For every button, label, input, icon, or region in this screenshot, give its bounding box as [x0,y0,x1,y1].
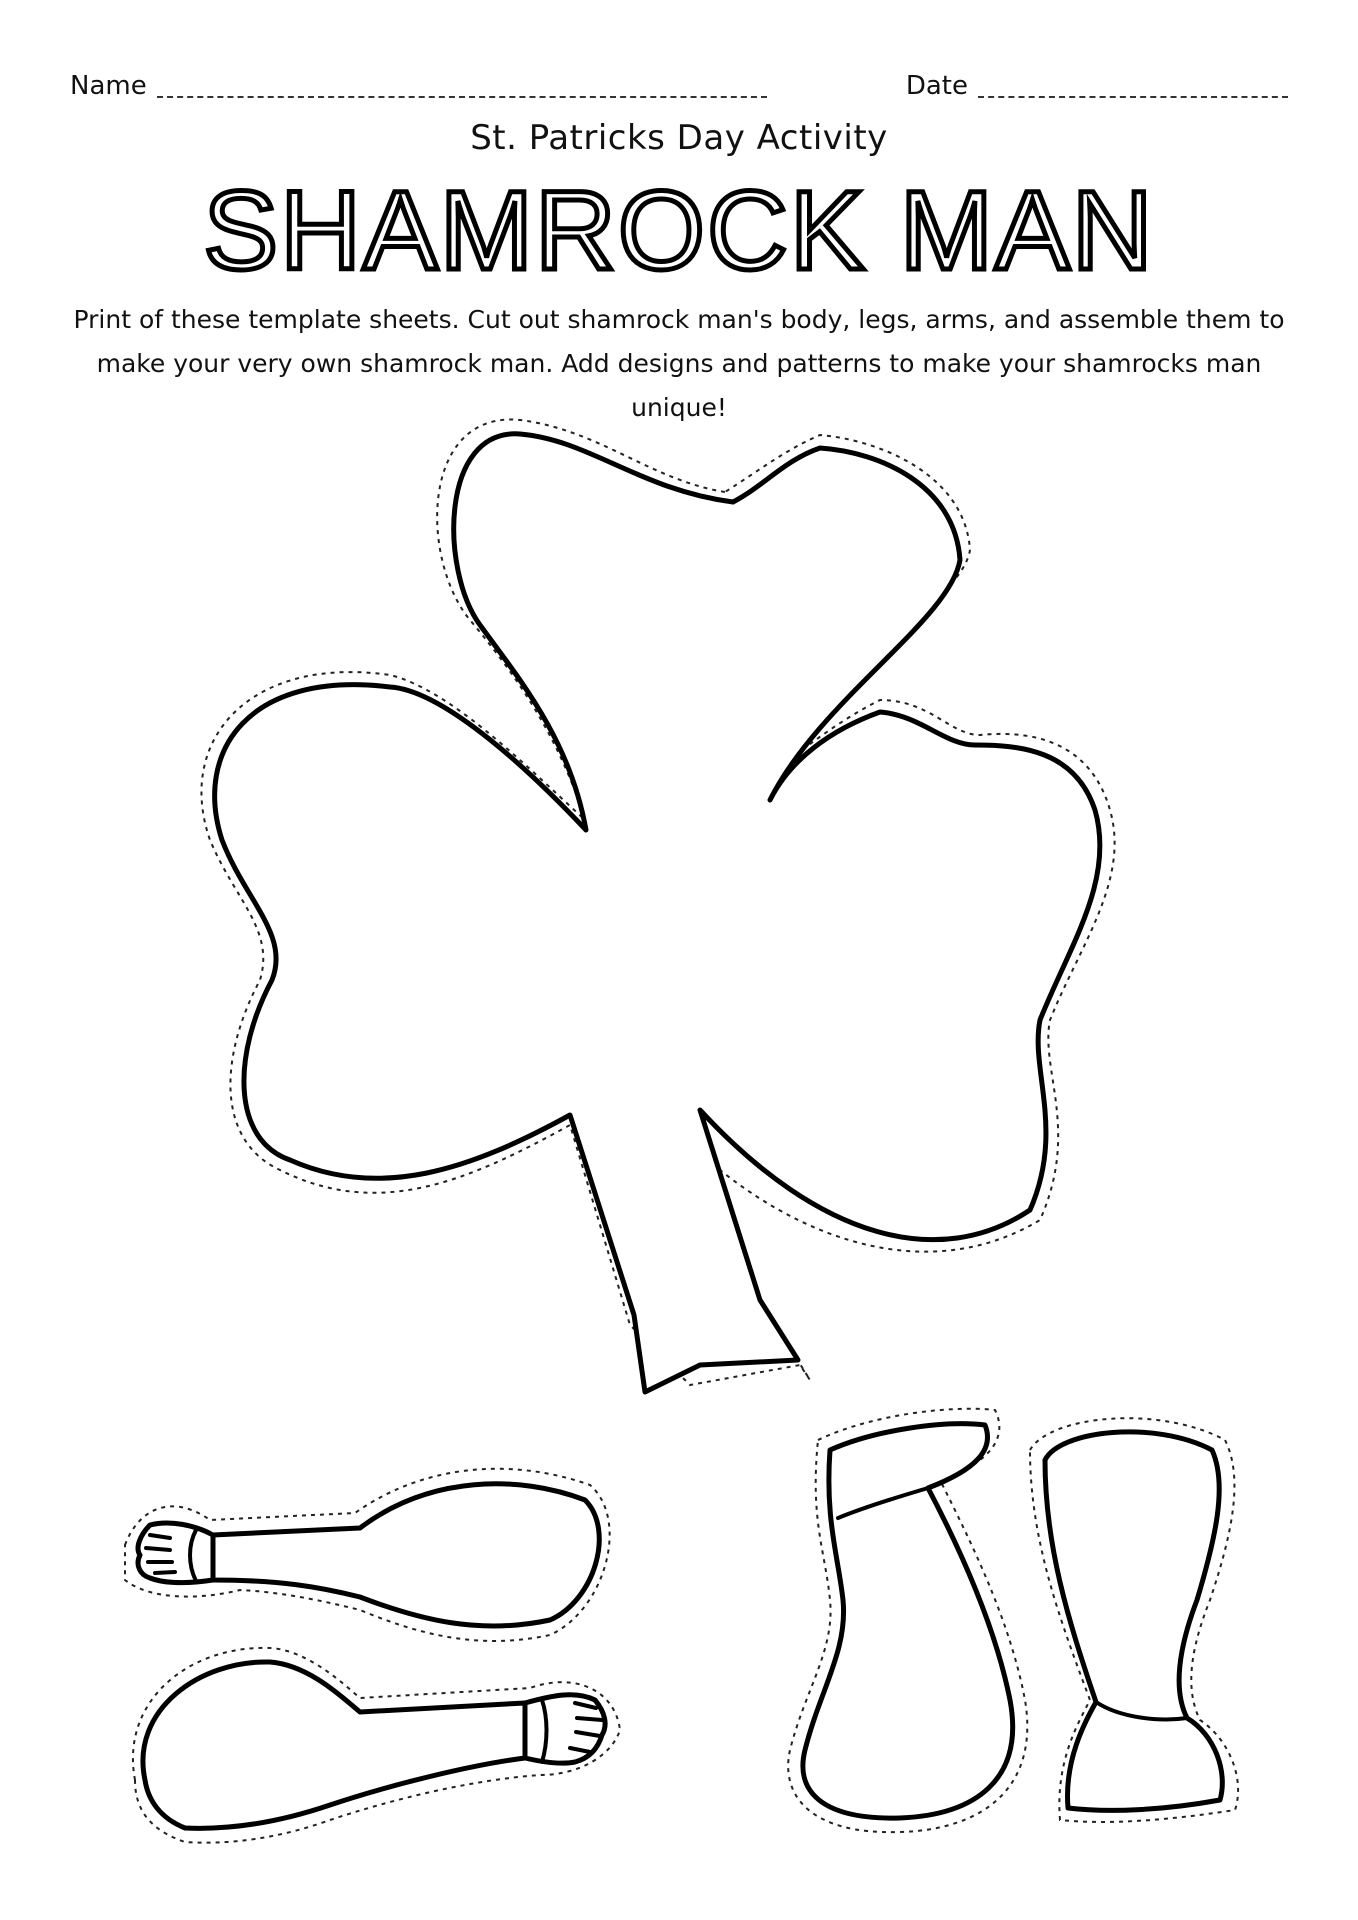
instructions-text: Print of these template sheets. Cut out shamrock man's body, legs, arms, and assemble them to make your very own shamrock man. Add designs and patterns to make your shamrocks man unique! [73,305,1285,422]
shamrock-icon [201,420,1114,1392]
lower-arm-outline [143,1662,525,1828]
arm-icon [125,1469,620,1843]
page-title: SHAMROCK MAN [203,168,1155,293]
upper-arm-outline [213,1484,599,1626]
left-leg-outline [803,1424,1013,1818]
lower-arm-hand-outline [525,1695,605,1764]
leg-icon [788,1409,1238,1832]
name-label: Name [70,71,147,101]
shamrock-outline [215,434,1100,1392]
activity-subtitle: St. Patricks Day Activity [470,118,888,158]
date-label: Date [905,71,968,101]
right-leg-outline [1045,1432,1222,1810]
